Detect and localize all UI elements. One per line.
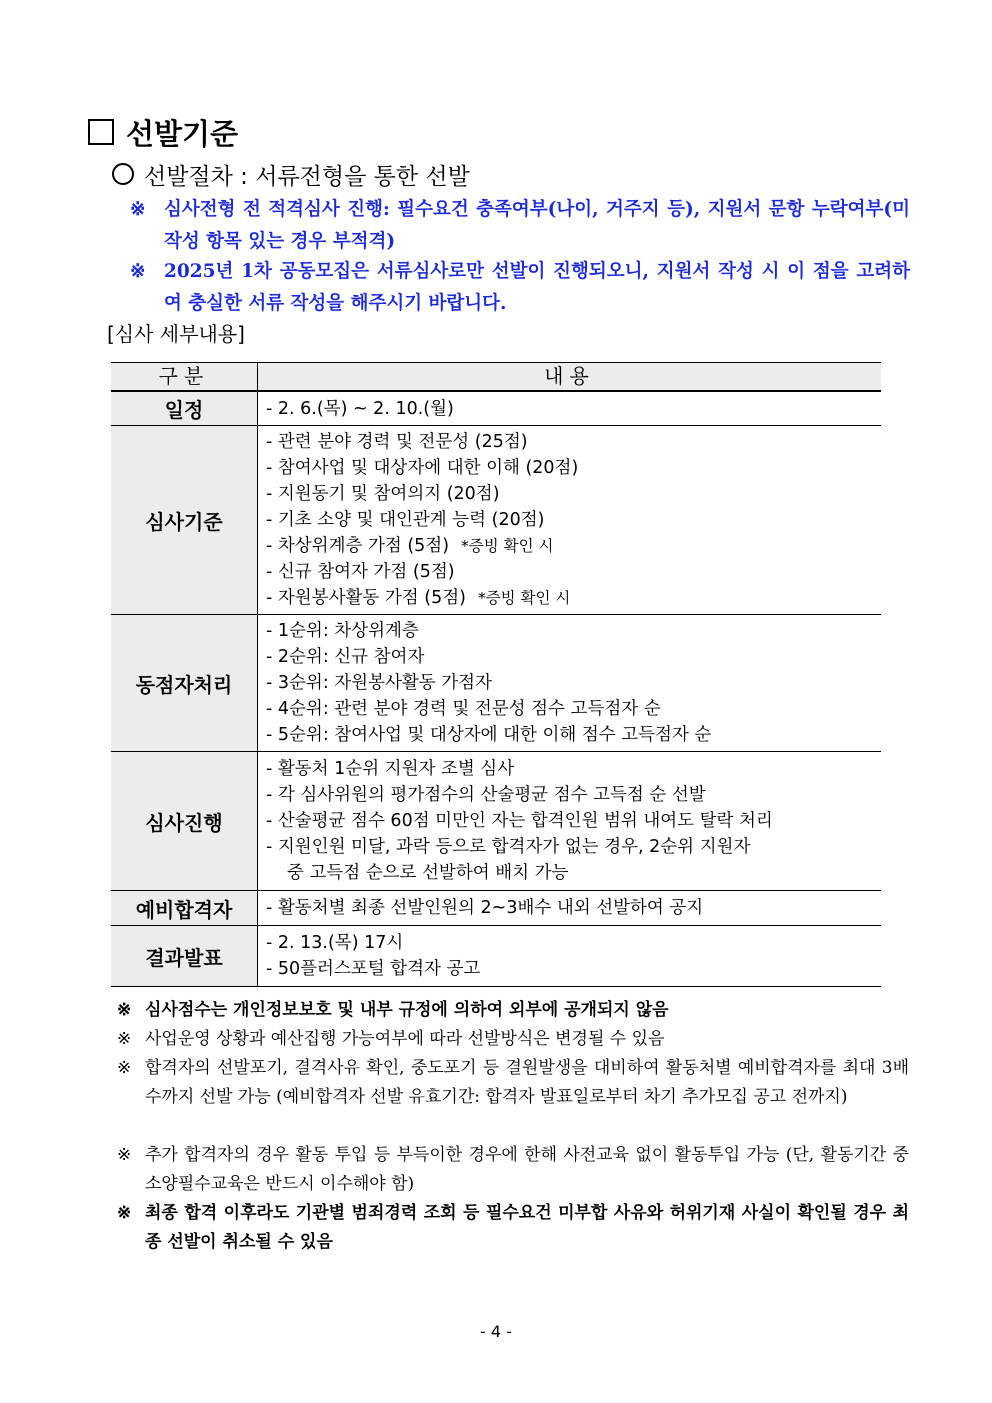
circle-outline-icon — [112, 163, 134, 185]
footnote-4 — [117, 1141, 909, 1199]
content-line: - 활동처별 최종 선발인원의 2~3배수 내외 선발하여 공지 — [266, 898, 704, 918]
content-line: - 각 심사위원의 평가점수의 산술평균 점수 고득점 순 선발 — [266, 785, 706, 805]
row-content — [258, 615, 882, 752]
table-header-row — [111, 363, 881, 392]
content-line: - 기초 소양 및 대인관계 능력 (20점) — [266, 510, 545, 530]
row-content — [258, 926, 882, 987]
footnote-1 — [117, 996, 909, 1025]
table-row-tie-break — [111, 615, 881, 752]
reference-mark: ※ — [117, 1029, 132, 1049]
footnote-text: 합격자의 선발포기, 결격사유 확인, 중도포기 등 결원발생을 대비하여 활동처별 예비합격자를 최대 3배수까지 선발 가능 (예비합격자 선발 유효기간: 합격자 발표일로부터 차기 추가모집 공고 전까지) — [145, 1058, 909, 1107]
row-content — [258, 891, 882, 926]
procedure-text: 선발절차 : 서류전형을 통한 선발 — [144, 164, 470, 190]
footnote-5 — [117, 1199, 909, 1257]
evidence-tag: *증빙 확인 시 — [461, 537, 554, 555]
footnote-text: 사업운영 상황과 예산집행 가능여부에 따라 선발방식은 변경될 수 있음 — [145, 1029, 665, 1049]
reference-mark: ※ — [117, 1145, 132, 1165]
content-line: - 2. 13.(목) 17시 — [266, 933, 404, 953]
content-line: - 관련 분야 경력 및 전문성 (25점) — [266, 432, 528, 452]
content-line: - 산술평균 점수 60점 미만인 자는 합격인원 범위 내여도 탈락 처리 — [266, 811, 773, 831]
content-line: - 활동처 1순위 지원자 조별 심사 — [266, 759, 515, 779]
footnote-3 — [117, 1054, 909, 1112]
row-label: 동점자처리 — [111, 615, 258, 752]
table-row-results — [111, 926, 881, 987]
row-label: 심사기준 — [111, 426, 258, 615]
blue-note-1 — [130, 194, 910, 258]
footnote-2 — [117, 1025, 909, 1054]
table-row-schedule — [111, 391, 881, 426]
content-line: - 2순위: 신규 참여자 — [266, 647, 425, 667]
square-outline-icon — [88, 119, 114, 145]
footnote-text: 심사점수는 개인정보보호 및 내부 규정에 의하여 외부에 공개되지 않음 — [145, 1000, 669, 1020]
header-category: 구분 — [111, 363, 258, 392]
blue-note-text: 2025년 1차 공동모집은 서류심사로만 선발이 진행되오니, 지원서 작성 시 이 점을 고려하여 충실한 서류 작성을 해주시기 바랍니다. — [164, 261, 910, 314]
content-line: - 지원동기 및 참여의지 (20점) — [266, 484, 500, 504]
procedure-heading — [112, 158, 470, 191]
section-title — [88, 112, 238, 153]
content-line: 중 고득점 순으로 선발하여 배치 가능 — [287, 863, 569, 883]
reference-mark: ※ — [130, 261, 146, 282]
review-details-table — [111, 362, 881, 987]
content-line: - 신규 참여자 가점 (5점) — [266, 562, 455, 582]
content-line — [266, 585, 881, 611]
content-line: - 4순위: 관련 분야 경력 및 전문성 점수 고득점자 순 — [266, 699, 661, 719]
row-content — [258, 391, 882, 426]
table-row-criteria — [111, 426, 881, 615]
reference-mark: ※ — [117, 1000, 132, 1020]
content-line: - 지원인원 미달, 과락 등으로 합격자가 없는 경우, 2순위 지원자 — [266, 837, 751, 857]
reference-mark: ※ — [130, 199, 146, 220]
reference-mark: ※ — [117, 1058, 132, 1078]
row-label: 예비합격자 — [111, 891, 258, 926]
content-line: - 1순위: 차상위계층 — [266, 621, 419, 641]
blue-note-2 — [130, 256, 910, 320]
blue-note-text: 심사전형 전 적격심사 진행: 필수요건 충족여부(나이, 거주지 등), 지원서 문항 누락여부(미작성 항목 있는 경우 부적격) — [164, 199, 910, 252]
content-line: - 5순위: 참여사업 및 대상자에 대한 이해 점수 고득점자 순 — [266, 725, 712, 745]
reference-mark: ※ — [117, 1203, 132, 1223]
content-line: - 3순위: 자원봉사활동 가점자 — [266, 673, 492, 693]
row-label: 일정 — [111, 391, 258, 426]
row-label: 결과발표 — [111, 926, 258, 987]
row-content — [258, 426, 882, 615]
row-content — [258, 752, 882, 891]
review-details-heading: [심사 세부내용] — [107, 322, 245, 346]
content-line — [266, 533, 881, 559]
content-line: - 50플러스포털 합격자 공고 — [266, 959, 481, 979]
table-row-review-process — [111, 752, 881, 891]
footnote-text: 추가 합격자의 경우 활동 투입 등 부득이한 경우에 한해 사전교육 없이 활동투입 가능 (단, 활동기간 중 소양필수교육은 반드시 이수해야 함) — [145, 1145, 909, 1194]
content-line: - 참여사업 및 대상자에 대한 이해 (20점) — [266, 458, 579, 478]
section-title-text: 선발기준 — [126, 117, 239, 151]
evidence-tag: *증빙 확인 시 — [477, 589, 571, 607]
header-content: 내용 — [258, 363, 882, 392]
content-line: - 2. 6.(목) ~ 2. 10.(월) — [266, 398, 454, 419]
content-line-text: - 차상위계층 가점 (5점) — [266, 536, 450, 556]
page-number: - 4 - — [480, 1322, 512, 1341]
content-line-text: - 자원봉사활동 가점 (5점) — [266, 588, 466, 608]
row-label: 심사진행 — [111, 752, 258, 891]
table-row-alternates — [111, 891, 881, 926]
footnote-text: 최종 합격 이후라도 기관별 범죄경력 조회 등 필수요건 미부합 사유와 허위기재 사실이 확인될 경우 최종 선발이 취소될 수 있음 — [145, 1203, 909, 1252]
